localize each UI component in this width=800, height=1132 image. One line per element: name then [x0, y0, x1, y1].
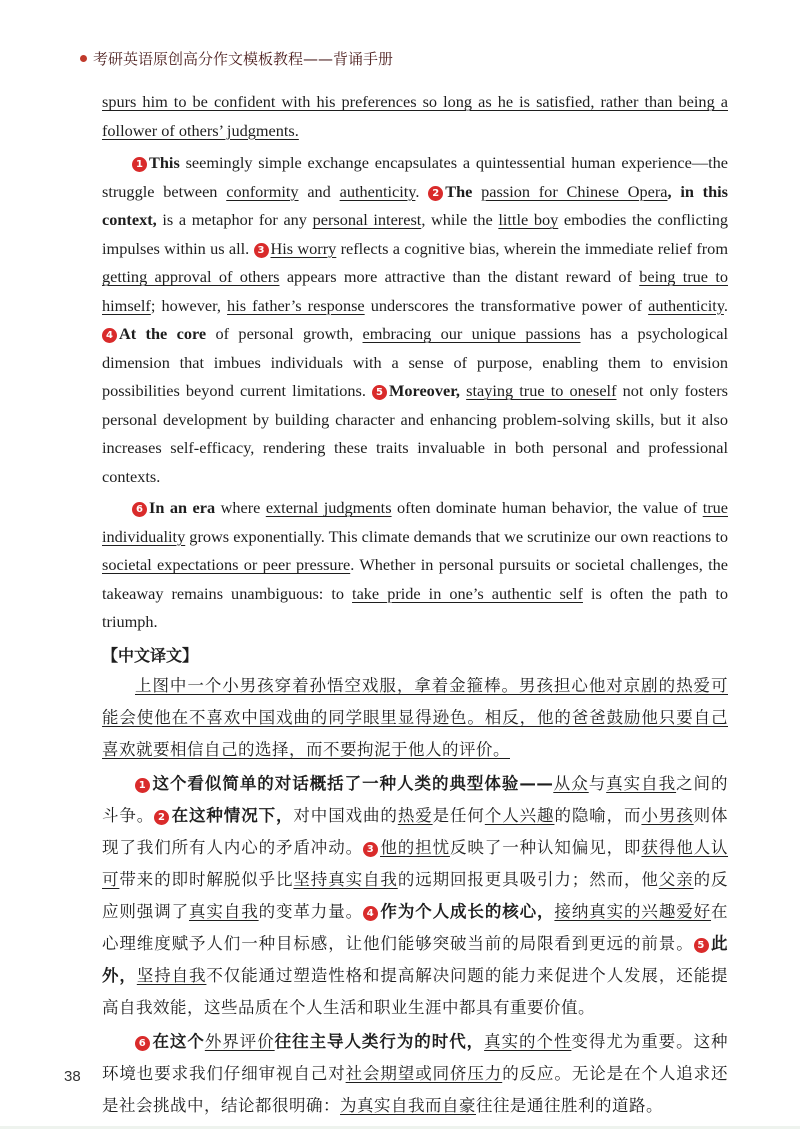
sentence-number-badge: 1: [135, 778, 150, 793]
underlined-phrase: 接纳真实的兴趣爱好: [554, 901, 712, 921]
text-run: has a psychological dimension that imbues individuals with a sense of purpose, enabling them to envision possibilities beyond current limitations.: [102, 324, 728, 400]
text-run: , while the: [421, 210, 499, 229]
underlined-phrase: true individuality: [102, 498, 728, 546]
underlined-phrase: passion for Chinese Opera: [481, 181, 668, 201]
text-run: 不仅能通过塑造性格和提高解决问题的能力来促进个人发展，还能提高自我效能，这些品质在个人生活和职业生涯中都具有重要价值。: [102, 965, 729, 1017]
text-run: seemingly simple exchange encapsulates a quintessential human experience—the struggle between: [102, 153, 728, 201]
translation-heading: 【中文译文】: [102, 645, 199, 665]
text-run: 与: [588, 773, 607, 793]
text-run: 的隐喻，而: [554, 805, 642, 825]
english-paragraph-3: [102, 494, 728, 637]
underlined-phrase: embracing our unique passions: [362, 324, 581, 343]
sentence-number-badge: 3: [254, 243, 269, 258]
sentence-number-badge: 5: [694, 938, 709, 953]
underlined-phrase: spurs him to be confident with his preferences so long as he is satisfied, rather than being a follower of others’ judgments.: [102, 92, 728, 140]
text-run: 的反应。无论是在个人追求还是社会挑战中，结论都很明确：: [102, 1063, 729, 1115]
english-paragraph-2: [102, 149, 728, 491]
text-run: 的变革力量。: [258, 901, 364, 921]
text-run: ; however,: [150, 295, 228, 315]
underlined-phrase: 父亲: [658, 869, 694, 889]
bold-phrase: 这个看似简单的对话概括了一种人类的典型体验——: [152, 773, 554, 793]
text-run: 在心理维度赋予人们一种目标感，让他们能够突破当前的局限看到更远的前景。: [102, 901, 729, 953]
header-title: 考研英语原创高分作文模板教程——背诵手册: [93, 50, 394, 68]
underlined-phrase: 从众: [553, 773, 589, 793]
bold-phrase: 在这种情况下，: [171, 805, 294, 825]
text-run: 是任何: [432, 805, 485, 825]
underlined-phrase: 个人兴趣: [484, 805, 555, 825]
underlined-phrase: 真实的个性: [484, 1031, 572, 1051]
text-run: 之间的斗争。: [102, 773, 728, 825]
text-run: 往往是通往胜利的道路。: [476, 1095, 663, 1115]
bold-phrase: In an era: [149, 498, 216, 517]
underlined-phrase: staying true to oneself: [466, 381, 617, 400]
underlined-phrase: 热爱: [397, 805, 433, 825]
bold-phrase: 在这个: [152, 1031, 205, 1051]
text-run: embodies the conflicting impulses within us all.: [102, 210, 728, 258]
running-header: [80, 48, 393, 69]
text-run: is often the path to triumph.: [102, 583, 729, 631]
underlined-phrase: 坚持自我: [136, 965, 207, 985]
sentence-number-badge: 5: [372, 385, 387, 400]
sentence-number-badge: 2: [428, 186, 443, 201]
sentence-number-badge: 4: [363, 906, 378, 921]
sentence-number-badge: 6: [135, 1036, 150, 1051]
underlined-phrase: 坚持真实自我: [293, 869, 398, 889]
text-run: appears more attractive than the distant reward of: [279, 267, 640, 286]
underlined-phrase: 上图中一个小男孩穿着孙悟空戏服，拿着金箍棒。男孩担心他对京剧的热爱可能会使他在不喜欢中国戏曲的同学眼里显得逊色。相反，他的爸爸鼓励他只要自己喜欢就要相信自己的选择，而不要拘泥于他人的评价。: [102, 675, 728, 759]
text-run: 对中国戏曲的: [293, 805, 398, 825]
underlined-phrase: little boy: [498, 210, 559, 229]
underlined-phrase: 他的担忧: [380, 837, 450, 857]
text-run: grows exponentially. This climate demands that we scrutinize our own reactions to: [185, 526, 728, 546]
english-paragraph-continued: [102, 88, 728, 145]
bold-phrase: 往往主导人类行为的时代，: [274, 1031, 485, 1051]
sentence-number-badge: 6: [132, 502, 147, 517]
footer-divider: [0, 1126, 800, 1129]
bold-phrase: 此外，: [102, 933, 729, 985]
underlined-phrase: 外界评价: [204, 1031, 275, 1051]
sentence-number-badge: 4: [102, 328, 117, 343]
text-run: [472, 182, 481, 201]
text-run: underscores the transformative power of: [364, 295, 649, 315]
underlined-phrase: 社会期望或同侪压力: [345, 1063, 503, 1083]
text-run: .: [415, 181, 429, 201]
underlined-phrase: external judgments: [265, 498, 392, 517]
sentence-number-badge: 1: [132, 157, 147, 172]
bold-phrase: The: [445, 181, 473, 201]
text-run: where: [215, 498, 266, 517]
text-run: reflects a cognitive bias, wherein the immediate relief from: [336, 238, 728, 258]
text-run: often dominate human behavior, the value of: [391, 498, 703, 517]
underlined-phrase: 真实自我: [606, 773, 677, 793]
page-content: [102, 88, 728, 1122]
text-run: 反映了一种认知偏见，即: [450, 837, 642, 857]
underlined-phrase: 获得他人认可: [102, 837, 729, 889]
underlined-phrase: getting approval of others: [102, 267, 280, 286]
underlined-phrase: being true to himself: [102, 267, 728, 315]
chinese-paragraph-2: [102, 768, 728, 1024]
text-run: .: [723, 295, 728, 315]
text-run: 的远期回报更具吸引力；然而，他: [397, 869, 659, 889]
underlined-phrase: His worry: [270, 238, 337, 258]
chinese-paragraph-3: [102, 1026, 728, 1122]
underlined-phrase: 为真实自我而自豪: [340, 1095, 476, 1115]
bold-phrase: This: [149, 153, 180, 172]
text-run: is a metaphor for any: [156, 210, 313, 229]
sentence-number-badge: 2: [154, 810, 169, 825]
text-run: . Whether in personal pursuits or societal challenges, the takeaway remains unambiguous: to: [102, 555, 728, 603]
text-run: and: [298, 181, 340, 201]
text-run: 带来的即时解脱似乎比: [119, 869, 294, 889]
header-bullet-icon: [80, 55, 87, 62]
underlined-phrase: conformity: [226, 181, 299, 201]
underlined-phrase: 真实自我: [189, 901, 259, 921]
chinese-paragraph-1: [102, 670, 728, 766]
text-run: of personal growth,: [206, 324, 363, 343]
bold-phrase: 作为个人成长的核心，: [380, 901, 555, 921]
underlined-phrase: his father’s response: [227, 295, 365, 315]
text-run: not only fosters personal development by building character and enhancing problem-solving skills, but it also increases self-efficacy, rendering these traits invaluable in both personal and professional contexts.: [102, 381, 729, 486]
underlined-phrase: take pride in one’s authentic self: [352, 583, 583, 603]
text-run: 变得尤为重要。这种环境也要求我们仔细审视自己对: [102, 1031, 729, 1083]
bold-phrase: , in this context,: [102, 181, 728, 229]
underlined-phrase: authenticity: [648, 295, 724, 315]
underlined-phrase: authenticity: [339, 181, 416, 201]
bold-phrase: At the core: [119, 324, 207, 343]
text-run: 的反应则强调了: [102, 869, 729, 921]
page-number: 38: [64, 1068, 81, 1085]
bold-phrase: Moreover,: [389, 381, 460, 400]
underlined-phrase: personal interest: [312, 210, 422, 229]
underlined-phrase: societal expectations or peer pressure: [102, 555, 351, 574]
underlined-phrase: 小男孩: [641, 805, 694, 825]
sentence-number-badge: 3: [363, 842, 378, 857]
text-run: 则体现了我们所有人内心的矛盾冲动。: [102, 805, 729, 857]
